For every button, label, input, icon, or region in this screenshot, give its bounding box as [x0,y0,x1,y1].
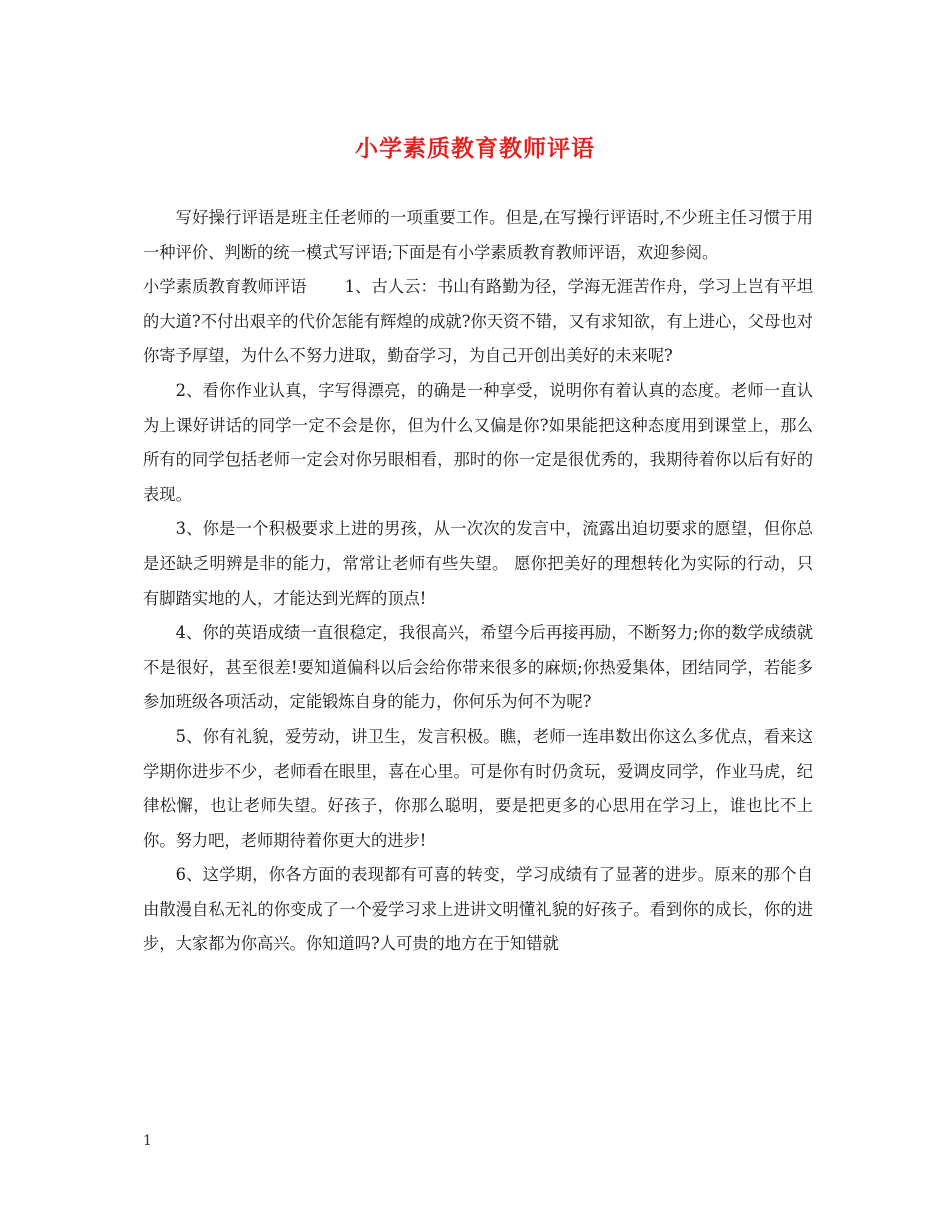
paragraph-2: 2、看你作业认真，字写得漂亮，的确是一种享受，说明你有着认真的态度。老师一直认为上课好讲话的同学一定不会是你，但为什么又偏是你?如果能把这种态度用到课堂上，那么所有的同学包括老师一定会对你另眼相看，那时的你一定是很优秀的，我期待着你以后有好的表现。 [143,380,813,504]
paragraph-3: 3、你是一个积极要求上进的男孩，从一次次的发言中，流露出迫切要求的愿望，但你总是还缺乏明辨是非的能力，常常让老师有些失望。 愿你把美好的理想转化为实际的行动，只有脚踏实地的人，才能达到光辉的顶点! [143,519,813,608]
paragraph-1 [143,270,813,374]
page-number: 1 [143,1133,152,1149]
page-title: 小学素质教育教师评语 [355,135,595,162]
paragraph-1-text: 1、古人云：书山有路勤为径，学海无涯苦作舟，学习上岂有平坦的大道?不付出艰辛的代价怎能有辉煌的成就?你天资不错，又有求知欲，有上进心，父母也对你寄予厚望，为什么不努力进取，勤奋学习，为自己开创出美好的未来呢? [143,277,813,366]
intro-paragraph: 写好操行评语是班主任老师的一项重要工作。但是,在写操行评语时,不少班主任习惯于用一种评价、判断的统一模式写评语;下面是有小学素质教育教师评语，欢迎参阅。 [143,208,813,262]
paragraph-6: 6、这学期，你各方面的表现都有可喜的转变，学习成绩有了显著的进步。原来的那个自由散漫自私无礼的你变成了一个爱学习求上进讲文明懂礼貌的好孩子。看到你的成长，你的进步，大家都为你高兴。你知道吗?人可贵的地方在于知错就 [143,865,813,954]
section-heading: 小学素质教育教师评语 [143,277,307,297]
document-body [143,201,813,962]
paragraph-4: 4、你的英语成绩一直很稳定，我很高兴，希望今后再接再励，不断努力;你的数学成绩就不是很好，甚至很差!要知道偏科以后会给你带来很多的麻烦;你热爱集体，团结同学，若能多参加班级各项活动，定能锻炼自身的能力，你何乐为何不为呢? [143,623,813,712]
paragraph-5: 5、你有礼貌，爱劳动，讲卫生，发言积极。瞧，老师一连串数出你这么多优点，看来这学期你进步不少，老师看在眼里，喜在心里。可是你有时仍贪玩，爱调皮同学，作业马虎，纪律松懈，也让老师失望。好孩子，你那么聪明，要是把更多的心思用在学习上，谁也比不上你。努力吧，老师期待着你更大的进步! [143,726,813,850]
